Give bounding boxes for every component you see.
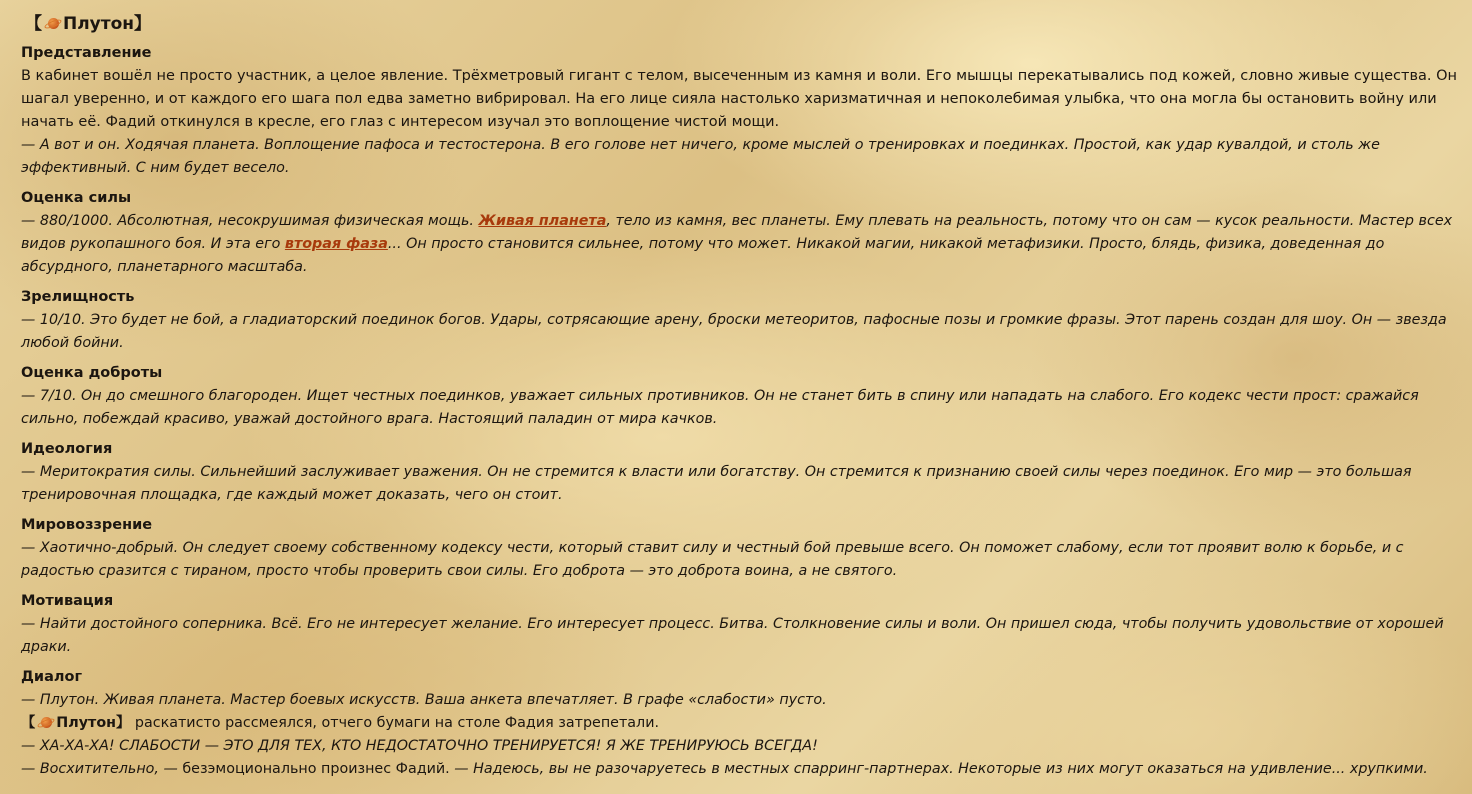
dialog-line-part: — Надеюсь, вы не разочаруетесь в местных спарринг-партнерах. Некоторые из них могут оказаться на удивление... хрупкими. <box>449 761 1428 777</box>
character-name: Плутон <box>63 14 135 34</box>
dialog-narration-part: безэмоционально произнес Фадий. <box>182 761 450 777</box>
section-heading: Оценка силы <box>21 190 132 206</box>
speaker-bracket-close: 】 <box>116 715 131 731</box>
section-heading: Диалог <box>21 669 83 685</box>
section-heading: Идеология <box>21 441 113 457</box>
power-text-3: ... Он просто становится сильнее, потому что может. Никакой магии, никакой метафизики. Просто, блядь, физика, доведенная до абсурдного, планетарного масштаба. <box>21 236 1385 275</box>
dialog-line: — ХА-ХА-ХА! СЛАБОСТИ — ЭТО ДЛЯ ТЕХ, КТО НЕДОСТАТОЧНО ТРЕНИРУЕТСЯ! Я ЖЕ ТРЕНИРУЮСЬ ВСЕГДА! <box>21 738 818 754</box>
intro-body: В кабинет вошёл не просто участник, а целое явление. Трёхметровый гигант с телом, высеченным из камня и воли. Его мышцы перекатывались под кожей, словно живые существа. Он шагал уверенно, и от каждого его шага пол едва заметно вибрировал. На его лице сияла настолько харизматичная и непоколебимая улыбка, что она могла бы остановить войну или начать её. Фадий откинулся в кресле, его глаз с интересом изучал это воплощение чистой мощи. <box>21 68 1458 130</box>
intro-quote: — А вот и он. Ходячая планета. Воплощение пафоса и тестостерона. В его голове нет ничего, кроме мыслей о тренировках и поединках. Простой, как удар кувалдой, и столь же эффективный. С ним будет весело. <box>21 137 1380 176</box>
section-dialog <box>21 666 1464 781</box>
title-bracket-close: 】 <box>134 14 152 34</box>
worldview-body: — Хаотично-добрый. Он следует своему собственному кодексу чести, который ставит силу и честный бой превыше всего. Он поможет слабому, если тот проявит волю к борьбе, и с радостью сразится с тираном, просто чтобы проверить свои силы. Его доброта — это доброта воина, а не святого. <box>21 540 1404 579</box>
dialog-narration <box>21 712 1464 735</box>
kindness-body: — 7/10. Он до смешного благороден. Ищет честных поединков, уважает сильных противников. Он не станет бить в спину или нападать на слабого. Его кодекс чести прост: сражайся сильно, побеждай красиво, уважай достойного врага. Настоящий паладин от мира качков. <box>21 388 1419 427</box>
section-intro <box>21 42 1464 180</box>
section-kindness <box>21 362 1464 431</box>
dialog-line <box>21 758 1464 781</box>
motivation-body: — Найти достойного соперника. Всё. Его не интересует желание. Его интересует процесс. Битва. Столкновение силы и воли. Он пришел сюда, чтобы получить удовольствие от хорошей драки. <box>21 616 1444 655</box>
living-planet-link[interactable]: Живая планета <box>478 213 607 229</box>
section-power <box>21 187 1464 279</box>
power-text-2: , тело из камня, вес планеты. Ему плевать на реальность, потому что он сам — кусок реальности. Мастер всех видов рукопашного боя. И эта его <box>21 213 1453 252</box>
dialog-line: — Плутон. Живая планета. Мастер боевых искусств. Ваша анкета впечатляет. В графе «слабости» пусто. <box>21 692 827 708</box>
section-motivation <box>21 590 1464 659</box>
power-text-1: — 880/1000. Абсолютная, несокрушимая физическая мощь. <box>21 213 479 229</box>
section-heading: Зрелищность <box>21 289 135 305</box>
ringed-planet-icon <box>37 716 55 730</box>
ringed-planet-icon <box>44 17 62 31</box>
dialog-line-part: — Восхитительно, — <box>21 761 183 777</box>
section-heading: Мотивация <box>21 593 114 609</box>
section-ideology <box>21 438 1464 507</box>
second-phase-link[interactable]: вторая фаза <box>284 236 388 252</box>
narration-text: раскатисто рассмеялся, отчего бумаги на столе Фадия затрепетали. <box>130 715 660 731</box>
title-bracket-open: 【 <box>25 14 42 34</box>
section-spectacle <box>21 286 1464 355</box>
speaker-name: Плутон <box>56 715 117 731</box>
section-heading: Представление <box>21 45 152 61</box>
speaker-bracket-open: 【 <box>21 715 36 731</box>
spectacle-body: — 10/10. Это будет не бой, а гладиаторский поединок богов. Удары, сотрясающие арену, броски метеоритов, пафосные позы и громкие фразы. Этот парень создан для шоу. Он — звезда любой бойни. <box>21 312 1447 351</box>
ideology-body: — Меритократия силы. Сильнейший заслуживает уважения. Он не стремится к власти или богатству. Он стремится к признанию своей силы через поединок. Его мир — это большая тренировочная площадка, где каждый может доказать, чего он стоит. <box>21 464 1412 503</box>
character-title <box>25 12 1464 36</box>
section-heading: Оценка доброты <box>21 365 163 381</box>
power-body <box>21 210 1464 279</box>
section-heading: Мировоззрение <box>21 517 153 533</box>
section-worldview <box>21 514 1464 583</box>
